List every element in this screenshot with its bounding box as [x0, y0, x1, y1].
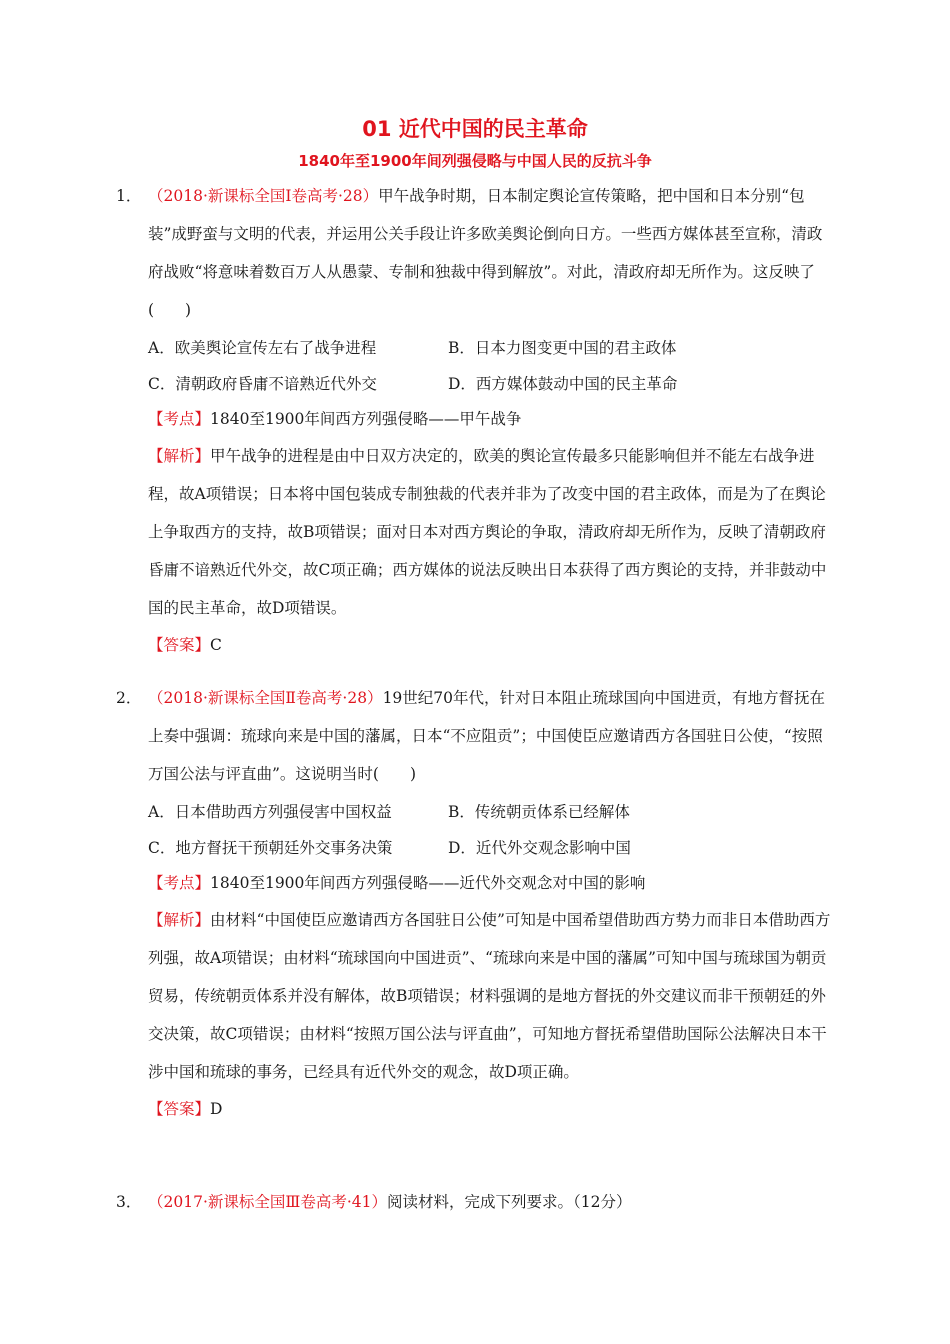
section-subtitle: 1840年至1900年间列强侵略与中国人民的反抗斗争	[298, 152, 652, 170]
daan-text: D	[210, 1100, 223, 1118]
question-3	[116, 1183, 836, 1221]
question-text: 阅读材料，完成下列要求。（12分）	[386, 1193, 632, 1211]
daan-label: 【答案】	[148, 1100, 211, 1118]
kaodian-text: 1840至1900年间西方列强侵略——近代外交观念对中国的影响	[210, 874, 646, 892]
kaodian	[148, 401, 836, 437]
option-c: C．清朝政府昏庸不谙熟近代外交	[148, 375, 377, 393]
jiexi-text: 由材料“中国使臣应邀请西方各国驻日公使”可知是中国希望借助西方势力而非日本借助西方列强，故A项错误；由材料“琉球国向中国进贡”、“琉球向来是中国的藩属”可知中国与琉球国为朝贡贸易，传统朝贡体系并没有解体，故B项错误；材料强调的是地方督抚的外交建议而非干预朝廷的外交决策，故C项错误；由材料“按照万国公法与评直曲”，可知地方督抚希望借助国际公法解决日本干涉中国和琉球的事务，已经具有近代外交的观念，故D项正确。	[148, 911, 831, 1081]
question-number: 1．	[116, 187, 142, 205]
daan	[148, 627, 836, 663]
options	[148, 793, 836, 865]
question-text: 19世纪70年代，针对日本阻止琉球国向中国进贡，有地方督抚在上奏中强调：琉球向来是中国的藩属，日本“不应阻贡”；中国使臣应邀请西方各国驻日公使，“按照万国公法与评直曲”。这说明当时( )	[148, 689, 826, 783]
jiexi	[148, 901, 836, 1091]
jiexi-label: 【解析】	[148, 447, 211, 465]
question-source: （2017·新课标全国Ⅲ卷高考·41）	[148, 1193, 387, 1211]
daan	[148, 1091, 836, 1127]
daan-label: 【答案】	[148, 636, 211, 654]
page-title: 01 近代中国的民主革命	[362, 117, 588, 141]
question-number: 2．	[116, 689, 142, 707]
daan-text: C	[210, 636, 222, 654]
question-number: 3．	[116, 1193, 142, 1211]
kaodian	[148, 865, 836, 901]
jiexi-label: 【解析】	[148, 911, 211, 929]
question-text: 甲午战争时期，日本制定舆论宣传策略，把中国和日本分别“包装”成野蛮与文明的代表，并运用公关手段让许多欧美舆论倒向日方。一些西方媒体甚至宣称，清政府战败“将意味着数百万人从愚蒙、专制和独裁中得到解放”。对此，清政府却无所作为。这反映了( )	[148, 187, 823, 319]
kaodian-label: 【考点】	[148, 410, 211, 428]
option-b: B．日本力图变更中国的君主政体	[448, 339, 677, 357]
question-stem	[148, 177, 836, 329]
jiexi	[148, 437, 836, 627]
question-1	[116, 177, 836, 663]
question-stem	[148, 679, 836, 793]
option-d: D．近代外交观念影响中国	[448, 839, 631, 857]
option-c: C．地方督抚干预朝廷外交事务决策	[148, 839, 393, 857]
option-b: B．传统朝贡体系已经解体	[448, 803, 630, 821]
option-d: D．西方媒体鼓动中国的民主革命	[448, 375, 678, 393]
question-2	[116, 679, 836, 1127]
question-stem	[148, 1183, 836, 1221]
kaodian-label: 【考点】	[148, 874, 211, 892]
question-source: （2018·新课标全国Ⅰ卷高考·28）	[148, 187, 379, 205]
options	[148, 329, 836, 401]
question-source: （2018·新课标全国Ⅱ卷高考·28）	[148, 689, 383, 707]
jiexi-text: 甲午战争的进程是由中日双方决定的，欧美的舆论宣传最多只能影响但并不能左右战争进程，故A项错误；日本将中国包装成专制独裁的代表并非为了改变中国的君主政体，而是为了在舆论上争取西方的支持，故B项错误；面对日本对西方舆论的争取，清政府却无所作为，反映了清朝政府昏庸不谙熟近代外交，故C项正确；西方媒体的说法反映出日本获得了西方舆论的支持，并非鼓动中国的民主革命，故D项错误。	[148, 447, 827, 617]
option-a: A．日本借助西方列强侵害中国权益	[148, 803, 392, 821]
option-a: A．欧美舆论宣传左右了战争进程	[148, 339, 377, 357]
kaodian-text: 1840至1900年间西方列强侵略——甲午战争	[210, 410, 522, 428]
